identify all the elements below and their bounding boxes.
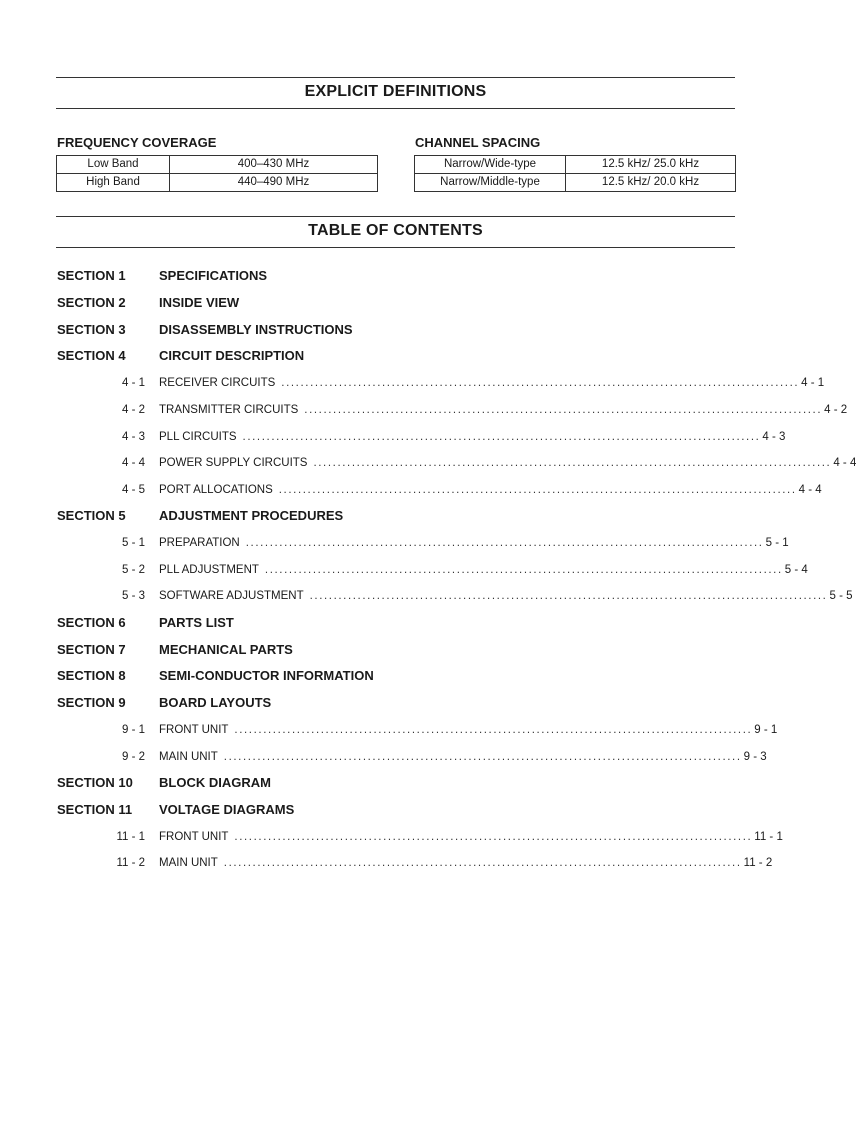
subsection-line — [159, 455, 856, 471]
subsection-number: 4 - 2 — [121, 404, 145, 416]
type-cell: Narrow/Middle-type — [415, 174, 566, 192]
explicit-definitions-rule — [56, 108, 735, 109]
subsection-line — [159, 375, 825, 391]
band-cell: High Band — [57, 174, 170, 192]
subsection-line — [159, 562, 808, 578]
section-title: ADJUSTMENT PROCEDURES — [159, 508, 344, 523]
toc-subsection[interactable] — [0, 375, 825, 391]
toc-section[interactable] — [0, 614, 793, 632]
section-number: SECTION 2 — [57, 295, 126, 310]
subsection-line — [159, 402, 848, 418]
toc-subsection[interactable] — [0, 482, 822, 498]
explicit-definitions-title: EXPLICIT DEFINITIONS — [304, 83, 487, 100]
dot-leader: ............................................................................................................ — [304, 404, 823, 416]
toc-section[interactable] — [0, 694, 793, 712]
subsection-title: RECEIVER CIRCUITS — [159, 377, 276, 389]
subsection-number: 5 - 1 — [121, 537, 145, 549]
dot-leader: ............................................................................................................ — [242, 431, 761, 443]
dot-leader: ............................................................................................................ — [264, 564, 783, 576]
toc-section[interactable] — [0, 774, 793, 792]
section-number: SECTION 1 — [57, 268, 126, 283]
subsection-line — [159, 588, 853, 604]
section-title: PARTS LIST — [159, 615, 234, 630]
subsection-number: 4 - 1 — [121, 377, 145, 389]
subsection-number: 4 - 3 — [121, 431, 145, 443]
channel-spacing-table — [414, 155, 736, 192]
toc-section[interactable] — [0, 347, 793, 365]
subsection-number: 9 - 1 — [121, 724, 145, 736]
toc-subsection[interactable] — [0, 402, 848, 418]
toc-section[interactable] — [0, 801, 793, 819]
subsection-line — [159, 749, 767, 765]
channel-spacing-label: CHANNEL SPACING — [415, 135, 541, 150]
subsection-number: 11 - 2 — [116, 857, 145, 869]
subsection-page: 11 - 2 — [743, 857, 773, 869]
subsection-number: 4 - 5 — [121, 484, 145, 496]
frequency-coverage-label: FREQUENCY COVERAGE — [57, 135, 217, 150]
toc-section[interactable] — [0, 641, 793, 659]
subsection-line — [159, 535, 789, 551]
toc-subsection[interactable] — [0, 749, 793, 765]
section-number: SECTION 7 — [57, 642, 126, 657]
subsection-title: SOFTWARE ADJUSTMENT — [159, 590, 304, 602]
toc-subsection[interactable] — [0, 562, 808, 578]
toc-section[interactable] — [0, 507, 793, 525]
toc-subsection[interactable] — [0, 588, 853, 604]
section-number: SECTION 9 — [57, 695, 126, 710]
top-rule — [56, 77, 735, 78]
subsection-page: 4 - 4 — [833, 457, 856, 469]
toc-top-rule — [56, 216, 735, 217]
section-title: INSIDE VIEW — [159, 295, 240, 310]
subsection-line — [159, 429, 786, 445]
toc-section[interactable] — [0, 294, 793, 312]
dot-leader: ............................................................................................................ — [313, 457, 832, 469]
section-number: SECTION 5 — [57, 508, 126, 523]
section-title: BOARD LAYOUTS — [159, 695, 272, 710]
subsection-number: 5 - 3 — [121, 590, 145, 602]
subsection-title: POWER SUPPLY CIRCUITS — [159, 457, 308, 469]
section-title: CIRCUIT DESCRIPTION — [159, 348, 305, 363]
section-number: SECTION 3 — [57, 322, 126, 337]
subsection-line — [159, 855, 773, 871]
dot-leader: ............................................................................................................ — [278, 484, 797, 496]
table-row — [57, 156, 378, 174]
dot-leader: ............................................................................................................ — [223, 751, 742, 763]
subsection-line — [159, 829, 783, 845]
subsection-title: TRANSMITTER CIRCUITS — [159, 404, 299, 416]
section-title: DISASSEMBLY INSTRUCTIONS — [159, 322, 353, 337]
toc-section[interactable] — [0, 267, 793, 285]
subsection-page: 9 - 1 — [754, 724, 778, 736]
subsection-page: 4 - 3 — [762, 431, 786, 443]
spacing-cell: 12.5 kHz/ 25.0 kHz — [566, 156, 736, 174]
section-title: VOLTAGE DIAGRAMS — [159, 802, 295, 817]
subsection-title: PLL CIRCUITS — [159, 431, 237, 443]
section-number: SECTION 4 — [57, 348, 126, 363]
dot-leader: ............................................................................................................ — [234, 831, 753, 843]
section-number: SECTION 6 — [57, 615, 126, 630]
subsection-title: MAIN UNIT — [159, 857, 218, 869]
toc-section[interactable] — [0, 667, 793, 685]
dot-leader: ............................................................................................................ — [281, 377, 800, 389]
section-number: SECTION 11 — [57, 802, 133, 817]
subsection-page: 4 - 1 — [801, 377, 825, 389]
section-title: BLOCK DIAGRAM — [159, 775, 271, 790]
range-cell: 400–430 MHz — [170, 156, 378, 174]
subsection-page: 9 - 3 — [743, 751, 767, 763]
frequency-coverage-table — [56, 155, 378, 192]
subsection-page: 5 - 4 — [784, 564, 808, 576]
dot-leader: ............................................................................................................ — [234, 724, 753, 736]
spacing-cell: 12.5 kHz/ 20.0 kHz — [566, 174, 736, 192]
toc-subsection[interactable] — [0, 855, 793, 871]
subsection-title: PORT ALLOCATIONS — [159, 484, 273, 496]
table-row — [415, 156, 736, 174]
subsection-title: FRONT UNIT — [159, 724, 229, 736]
toc-subsection[interactable] — [0, 829, 793, 845]
subsection-title: PREPARATION — [159, 537, 240, 549]
subsection-page: 4 - 4 — [798, 484, 822, 496]
section-number: SECTION 10 — [57, 775, 133, 790]
subsection-title: MAIN UNIT — [159, 751, 218, 763]
dot-leader: ............................................................................................................ — [309, 590, 828, 602]
subsection-title: PLL ADJUSTMENT — [159, 564, 259, 576]
subsection-title: FRONT UNIT — [159, 831, 229, 843]
range-cell: 440–490 MHz — [170, 174, 378, 192]
dot-leader: ............................................................................................................ — [223, 857, 742, 869]
subsection-page: 5 - 5 — [829, 590, 853, 602]
subsection-number: 5 - 2 — [121, 564, 145, 576]
subsection-number: 11 - 1 — [116, 831, 145, 843]
subsection-number: 4 - 4 — [121, 457, 145, 469]
toc-subsection[interactable] — [0, 535, 793, 551]
toc-subsection[interactable] — [0, 455, 856, 471]
subsection-number: 9 - 2 — [121, 751, 145, 763]
toc-title: TABLE OF CONTENTS — [308, 222, 483, 239]
subsection-line — [159, 722, 778, 738]
toc-rule — [56, 247, 735, 248]
band-cell: Low Band — [57, 156, 170, 174]
section-number: SECTION 8 — [57, 668, 126, 683]
subsection-page: 5 - 1 — [765, 537, 789, 549]
subsection-page: 4 - 2 — [824, 404, 848, 416]
subsection-page: 11 - 1 — [754, 831, 783, 843]
type-cell: Narrow/Wide-type — [415, 156, 566, 174]
table-row — [57, 174, 378, 192]
section-title: MECHANICAL PARTS — [159, 642, 293, 657]
dot-leader: ............................................................................................................ — [245, 537, 764, 549]
section-title: SEMI-CONDUCTOR INFORMATION — [159, 668, 374, 683]
toc-section[interactable] — [0, 321, 793, 339]
toc-subsection[interactable] — [0, 722, 793, 738]
table-row — [415, 174, 736, 192]
section-title: SPECIFICATIONS — [159, 268, 268, 283]
toc-subsection[interactable] — [0, 429, 793, 445]
subsection-line — [159, 482, 822, 498]
